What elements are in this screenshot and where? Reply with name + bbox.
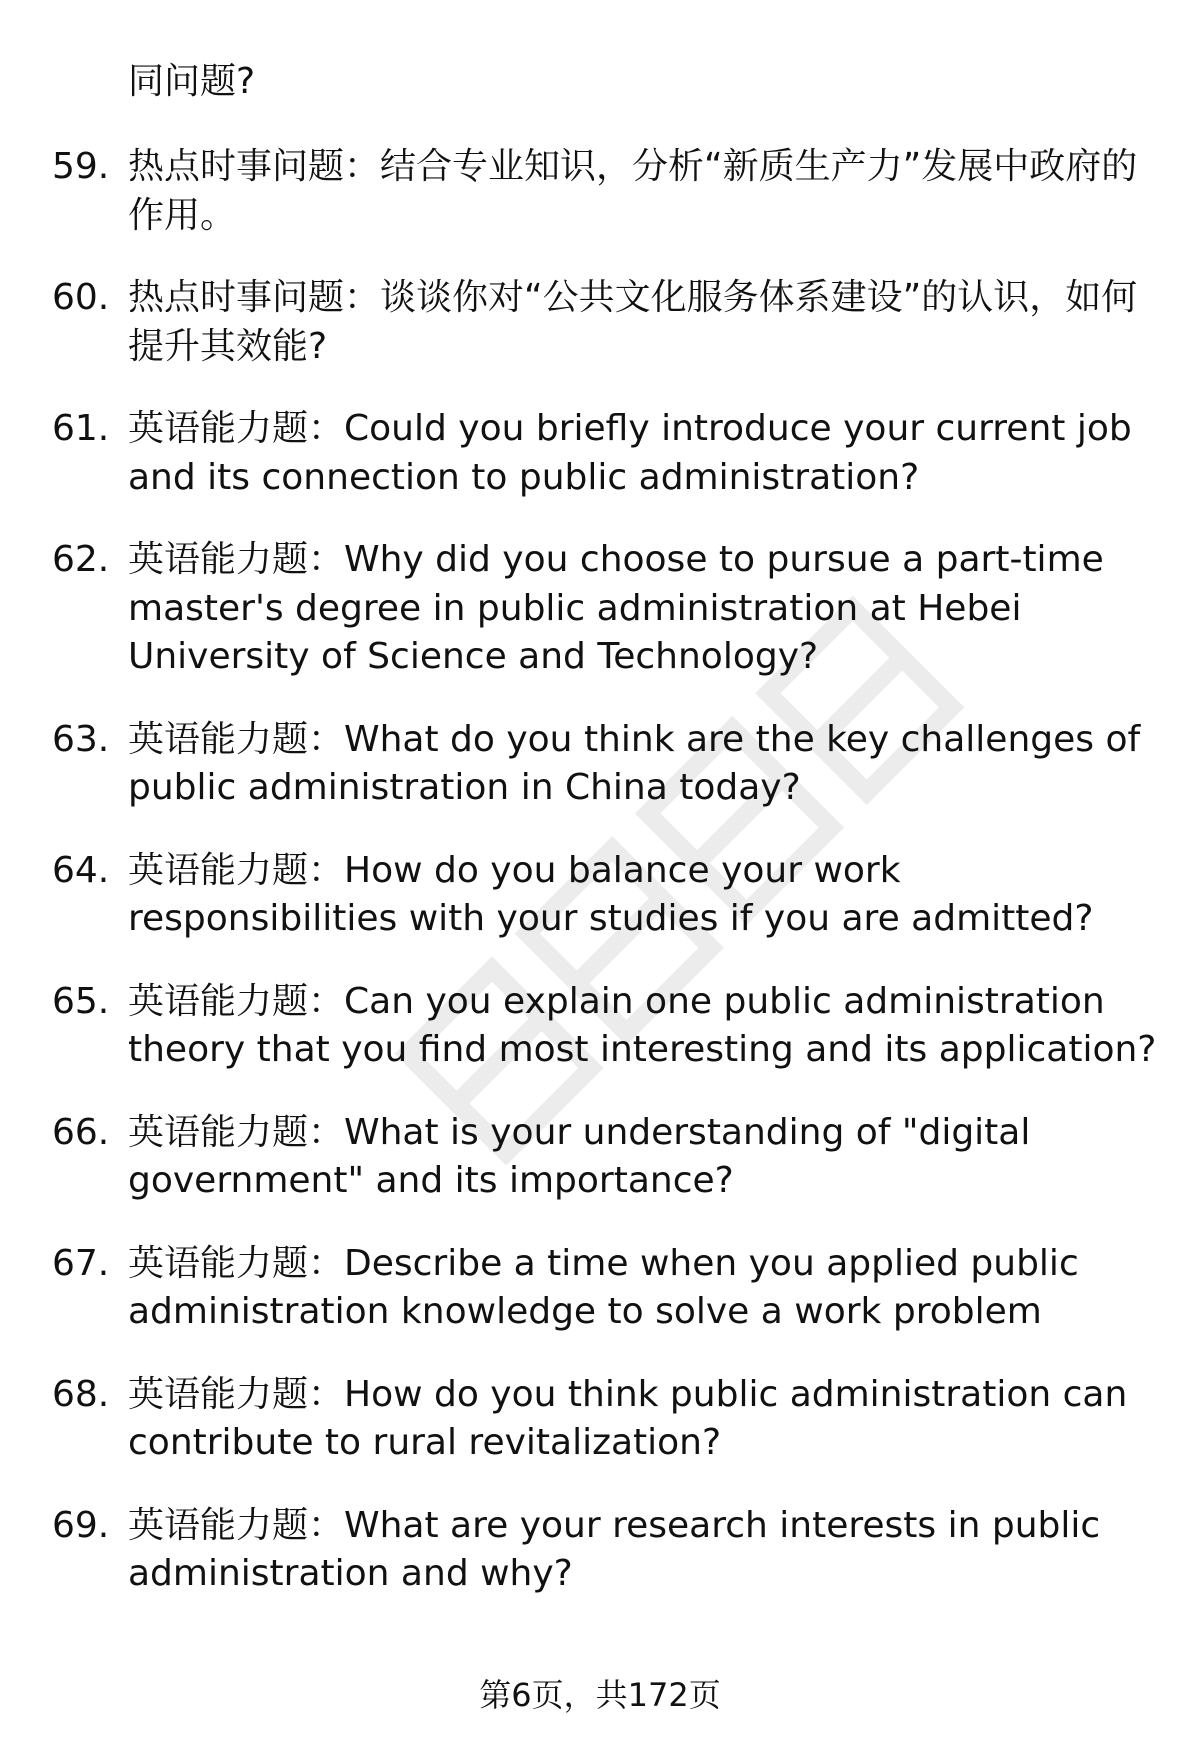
question-text: 英语能力题：Why did you choose to pursue a part-time master's degree in public administration at Hebei University of Science and Technology?	[128, 539, 1104, 677]
question-text: 英语能力题：Describe a time when you applied public administration knowledge to solve a work problem	[128, 1242, 1079, 1332]
question-number: 61.	[52, 408, 110, 449]
continuation-text: 同问题?	[128, 61, 256, 102]
question-item-67	[52, 1240, 1162, 1337]
question-number: 65.	[52, 980, 110, 1022]
question-item-59	[52, 143, 1162, 240]
question-number: 69.	[52, 1504, 110, 1546]
question-text: 英语能力题：What are your research interests in public administration and why?	[128, 1504, 1101, 1594]
question-item-66	[52, 1109, 1162, 1206]
question-item-61	[52, 405, 1162, 502]
question-text: 热点时事问题：谈谈你对“公共文化服务体系建设”的认识，如何提升其效能?	[128, 277, 1138, 367]
question-text: 英语能力题：What is your understanding of "digital government" and its importance?	[128, 1111, 1031, 1201]
question-text: 英语能力题：Could you briefly introduce your current job and its connection to public administration?	[128, 408, 1132, 498]
question-number: 60.	[52, 277, 110, 318]
question-list	[52, 143, 1162, 1633]
question-text: 英语能力题：How do you balance your work responsibilities with your studies if you are admitted?	[128, 849, 1094, 939]
question-text: 英语能力题：How do you think public administration can contribute to rural revitalization?	[128, 1373, 1128, 1463]
question-item-64	[52, 847, 1162, 944]
question-number: 67.	[52, 1242, 110, 1284]
question-number: 63.	[52, 718, 110, 760]
question-item-65	[52, 978, 1162, 1075]
question-number: 62.	[52, 539, 110, 580]
question-text: 英语能力题：Can you explain one public administration theory that you find most interesting and its application?	[128, 980, 1157, 1070]
question-item-62	[52, 536, 1162, 682]
question-number: 59.	[52, 146, 110, 187]
question-item-68	[52, 1371, 1162, 1468]
question-number: 64.	[52, 849, 110, 891]
question-item-60	[52, 274, 1162, 371]
question-number: 66.	[52, 1111, 110, 1153]
question-text: 英语能力题：What do you think are the key challenges of public administration in China today?	[128, 718, 1141, 808]
page-number-footer: 第6页，共172页	[479, 1676, 721, 1714]
question-text: 热点时事问题：结合专业知识，分析“新质生产力”发展中政府的作用。	[128, 146, 1138, 236]
question-item-69	[52, 1502, 1162, 1599]
question-item-63	[52, 716, 1162, 813]
question-number: 68.	[52, 1373, 110, 1415]
